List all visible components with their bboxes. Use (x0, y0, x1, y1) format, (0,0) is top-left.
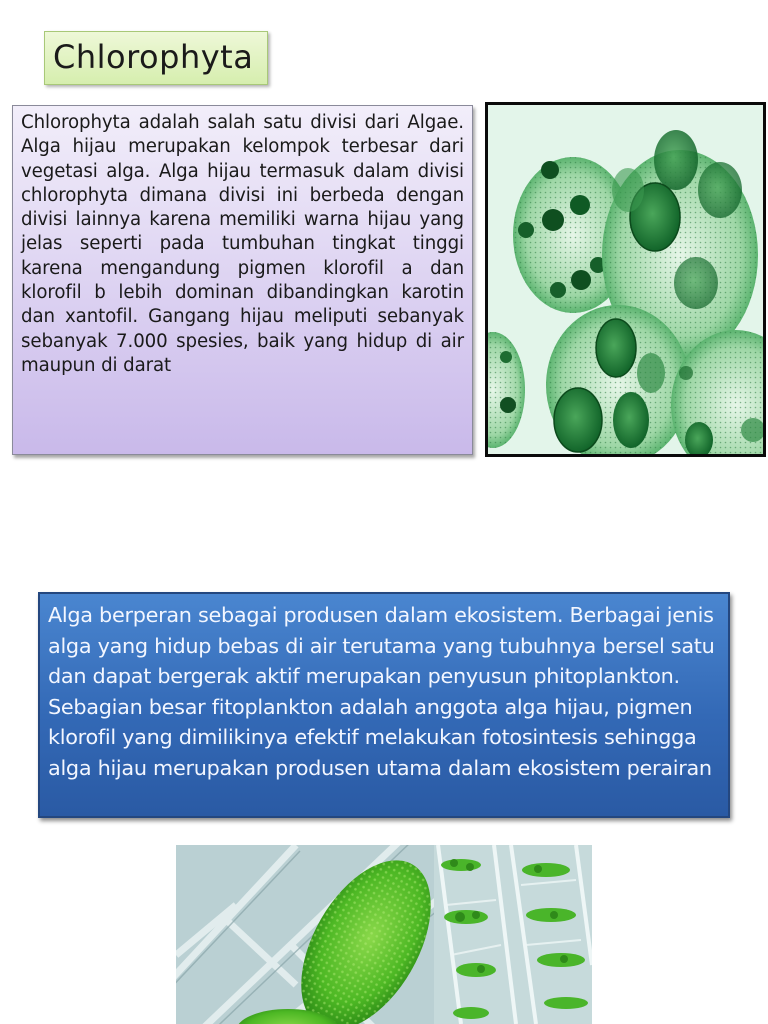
page-title: Chlorophyta (53, 38, 254, 76)
volvox-colony-image (485, 102, 766, 457)
title-box (44, 31, 268, 85)
description-text: Chlorophyta adalah salah satu divisi dari Algae. Alga hijau merupakan kelompok terbesar dari vegetasi alga. Alga hijau termasuk dalam divisi chlorophyta dimana divisi ini berbeda dengan divisi lainnya karena memiliki warna hijau yang jelas seperti pada tumbuhan tingkat tinggi karena mengandung pigmen klorofil a dan klorofil b lebih dominan dibandingkan karotin dan xantofil. Gangang hijau meliputi sebanyak sebanyak 7.000 spesies, baik yang hidup di air maupun di darat (21, 112, 464, 376)
role-text: Alga berperan sebagai produsen dalam ekosistem. Berbagai jenis alga yang hidup bebas di air terutama yang tubuhnya bersel satu dan dapat bergerak aktif merupakan penyusun phitoplankton. Sebagian besar fitoplankton adalah anggota alga hijau, pigmen klorofil yang dimilikinya efektif melakukan fotosintesis sehingga alga hijau merupakan produsen utama dalam ekosistem perairan (48, 603, 715, 780)
role-box (38, 592, 730, 818)
description-box (12, 105, 473, 455)
green-algae-cells-image (176, 845, 592, 1024)
